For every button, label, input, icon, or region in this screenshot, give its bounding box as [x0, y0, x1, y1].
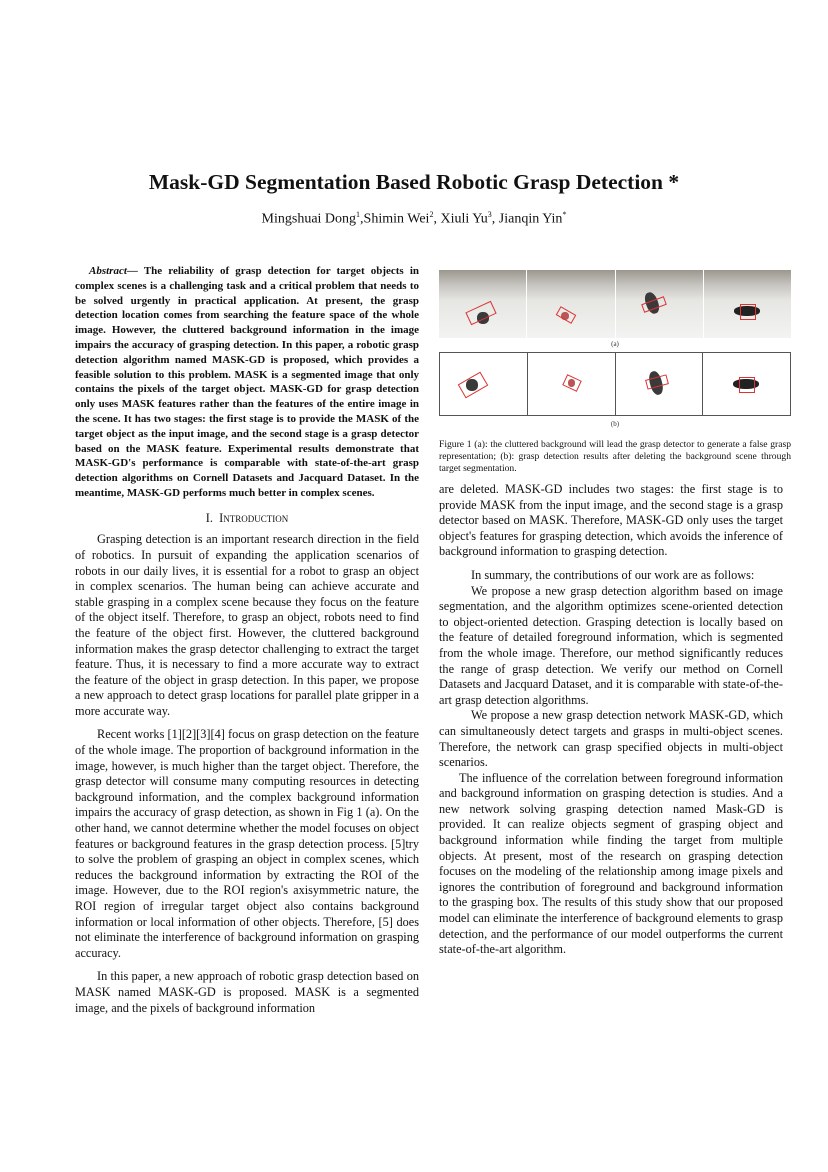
abstract-text: The reliability of grasp detection for target objects in complex scenes is a challenging task and a critical problem that needs to be solved urgently in practical application. At present, the grasp detection location comes from searching the feature space of the whole image. However, the cluttered background information in the image impairs the accuracy of grasping detection. In this paper, a robotic grasp detection algorithm named MASK-GD is proposed, which provides a feasible solution to this problem. MASK is a segmented image that only contains the pixels of the target object. MASK-GD for grasp detection only uses MASK features rather than the features of the entire image in the scene. It has two stages: the first stage is to provide the MASK of the target object as the input image, and the second stage is a grasp detector based on the MASK feature. Experimental results demonstrate that MASK-GD's performance is comparable with state-of-the-art grasp detection algorithms on Cornell Datasets and Jacquard Dataset. In the meantime, MASK-GD performs much better in complex scenes.: [75, 265, 419, 499]
figure-caption: Figure 1 (a): the cluttered background will lead the grasp detector to generate a false grasp representation; (b): grasp detection results after deleting the background scene through target segmentation.: [439, 439, 791, 475]
figure-sublabel: (b): [610, 420, 620, 428]
author-affiliation: 2: [429, 210, 434, 219]
figure-sublabel: (a): [611, 340, 619, 348]
scene-photo: [704, 270, 791, 338]
author-name: Xiuli Yu: [440, 211, 488, 227]
paragraph: In this paper, a new approach of robotic grasp detection based on MASK named MASK-GD is proposed. MASK is a segmented image, and the pixels of background information: [75, 969, 419, 1015]
abstract-label: Abstract—: [89, 265, 138, 277]
section-heading: [75, 511, 419, 527]
section-title: Introduction: [219, 510, 289, 525]
mask-photo: [703, 353, 790, 415]
author-name: Jianqin Yin: [498, 211, 563, 227]
scene-photo: [616, 270, 703, 338]
paragraph: The influence of the correlation between foreground information and background information on grasping detection is studies. And a new network solving grasping detection named Mask-GD is provided. It can realize objects segment of grasping object and background information while finding the target from multiple objects. At present, most of the research on grasping detection focuses on the modeling of the relationship among image pixels and ignores the contribution of foreground and background information to the grasping box. The results of this study show that our proposed model can eliminate the interference of background elements to grasp detection, and the performance of our model outperforms the current state-of-the-art algorithm.: [439, 770, 783, 957]
author-name: Mingshuai Dong: [261, 211, 357, 227]
mask-photo: [440, 353, 528, 415]
mask-photo: [616, 353, 704, 415]
scene-photo: [527, 270, 614, 338]
abstract: [75, 264, 419, 501]
contribution-item: We propose a new grasp detection network MASK-GD, which can simultaneously detect targets and grasps in multi-object scenes. Therefore, the network can grasp specified objects in multi-object scenarios.: [439, 708, 783, 770]
paper-title: Mask-GD Segmentation Based Robotic Grasp Detection *: [148, 170, 680, 194]
figure-row-a: [439, 270, 791, 338]
contribution-item: We propose a new grasp detection algorithm based on image segmentation, and the algorithm optimizes scene-oriented detection to object-oriented detection. Grasping detection is locally based on the feature of detailed foreground information, which is segmented from the whole image. Therefore, our method significantly reduces the range of grasp detection. We verify our method on Cornell Datasets and Jacquard Dataset, and it is comparable with state-of-the-art grasp detection algorithms.: [439, 583, 783, 707]
mask-photo: [528, 353, 616, 415]
paragraph: Recent works [1][2][3][4] focus on grasp detection on the feature of the whole image. The proportion of background information in the image, however, is much higher than the target object. Therefore, the grasp detector will consume many computing resources in detecting background information, and the complex background information impairs the accuracy of grasp detection, as shown in Fig 1 (a). On the other hand, we cannot determine whether the model focuses on object features or background features in the grasp detection process. [5]try to solve the problem of grasping an object in complex scenes, which reduces the background information by extracting the ROI of the image. However, due to the ROI region's axisymmetric nature, the ROI region of irregular target object also contains background information or local information of other objects. Therefore, [5] does not eliminate the interference of background information on grasping accuracy.: [75, 727, 419, 960]
author-list: Mingshuai Dong$^1$,Shimin Wei$^2$, Xiuli Yu$^3$, Jianqin Yin*: [261, 210, 567, 227]
author-affiliation: *: [562, 210, 567, 219]
author-affiliation: 1: [356, 210, 361, 219]
paragraph: Grasping detection is an important research direction in the field of robotics. In pursuit of expanding the application scenarios of robots in our daily lives, it is essential for a robot to grasp an object in complex scenarios. The human being can achieve accurate and stable grasping in a complex scene because they focus on the feature of the object itself. Therefore, to grasp an object, robots need to find the feature of the object first. However, the cluttered background information makes the grasp detector challenging to extract the target feature. Thus, it is necessary to find a more accurate way to extract the feature of the object in grasp detection. In this paper, we propose a new approach to detect grasp locations for parallel plate gripper in a more accurate way.: [75, 532, 419, 718]
figure-row-b: [439, 352, 791, 416]
paragraph: are deleted. MASK-GD includes two stages: the first stage is to provide MASK from the input image, and the second stage is a grasp detector based on MASK. Therefore, MASK-GD only uses the target object's features for grasping detection, which avoids the inference of background information to grasping detection.: [439, 482, 783, 559]
left-column: [75, 264, 419, 1016]
right-column: [439, 482, 783, 958]
scene-photo: [439, 270, 526, 338]
paragraph: In summary, the contributions of our work are as follows:: [471, 567, 755, 582]
section-number: I.: [205, 510, 213, 525]
author-name: Shimin Wei: [363, 211, 430, 227]
figure-1: [439, 264, 791, 482]
author-affiliation: 3: [487, 210, 492, 219]
